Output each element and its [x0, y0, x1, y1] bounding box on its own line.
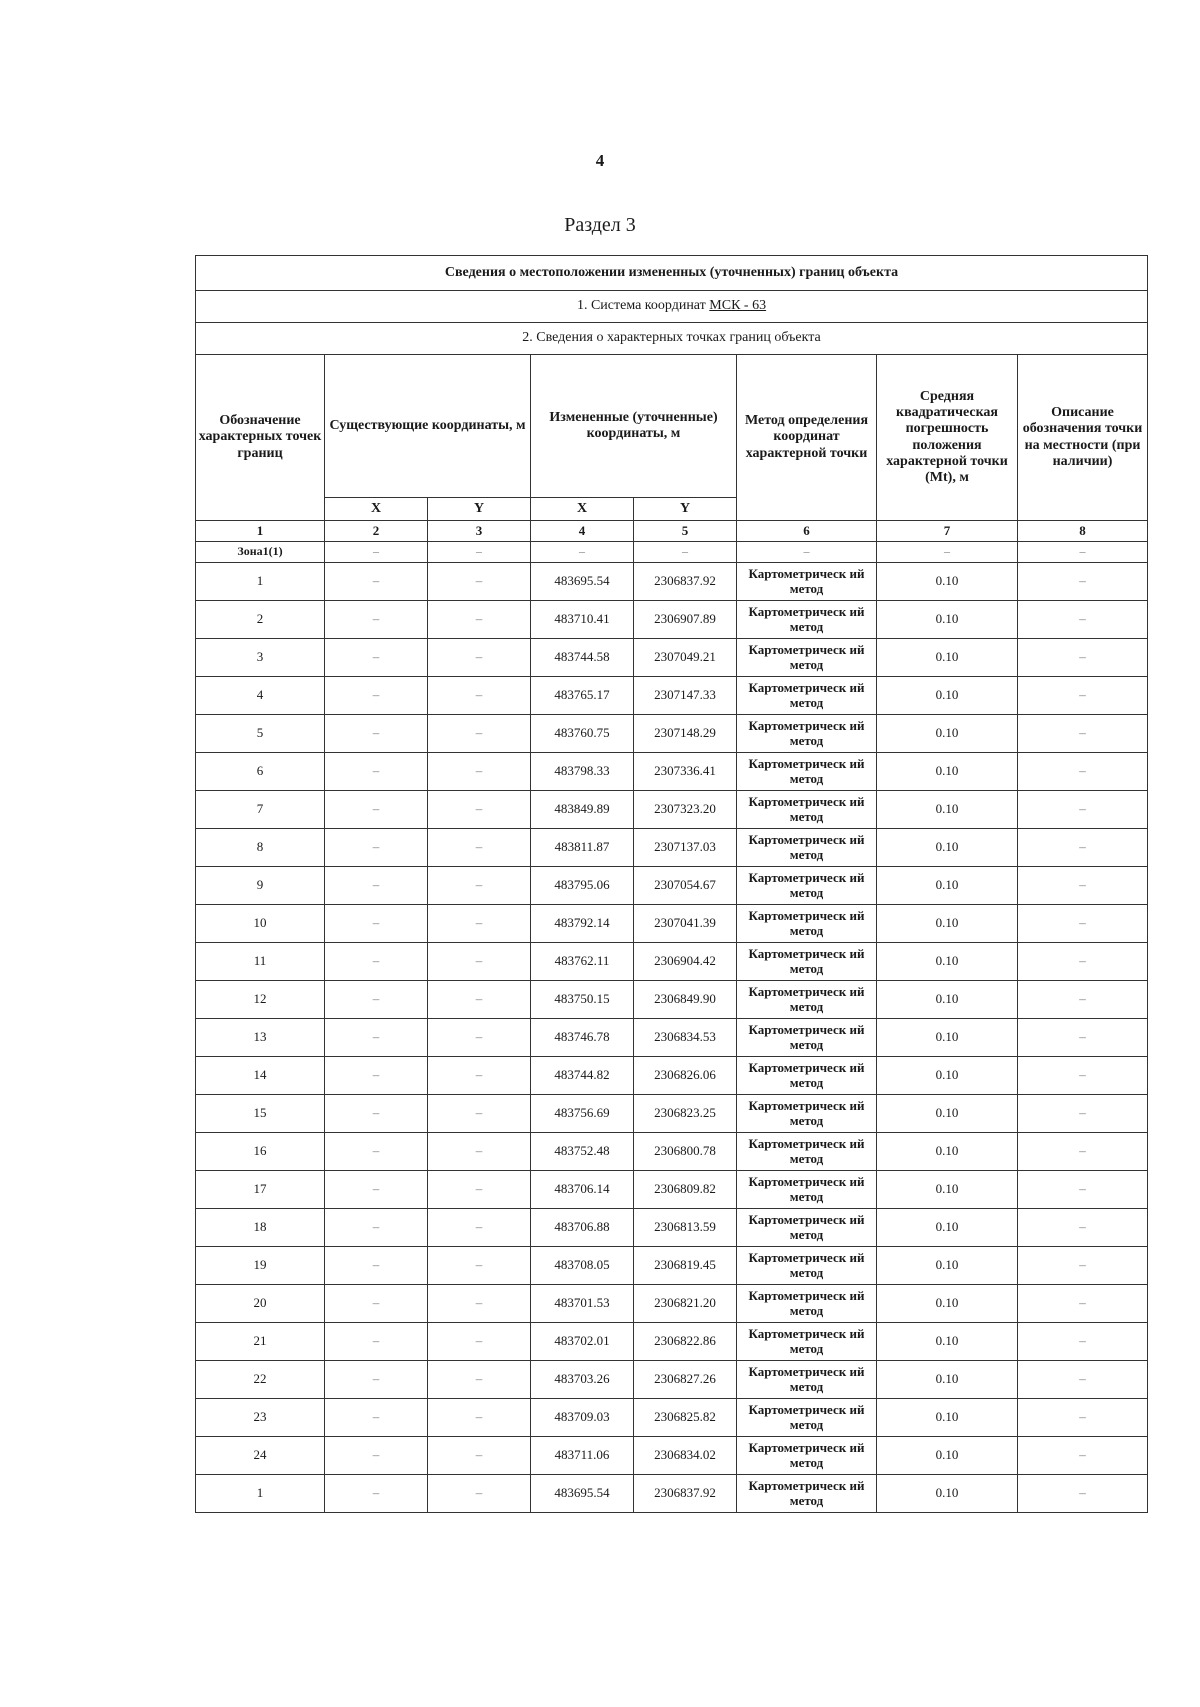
point-number-cell: 19	[196, 1247, 325, 1285]
section-title: Раздел 3	[564, 214, 636, 236]
existing-x-cell: –	[325, 1095, 428, 1133]
method-cell: Картометрическ ий метод	[737, 1285, 877, 1323]
method-cell: Картометрическ ий метод	[737, 1171, 877, 1209]
table-row	[196, 563, 1148, 601]
method-cell: Картометрическ ий метод	[737, 1057, 877, 1095]
method-cell: Картометрическ ий метод	[737, 1399, 877, 1437]
existing-y-cell: –	[428, 1133, 531, 1171]
zone-dash: –	[428, 542, 531, 563]
changed-x-cell: 483849.89	[531, 791, 634, 829]
changed-x-cell: 483710.41	[531, 601, 634, 639]
point-number-cell: 1	[196, 563, 325, 601]
point-number-cell: 6	[196, 753, 325, 791]
method-cell: Картометрическ ий метод	[737, 1361, 877, 1399]
error-cell: 0.10	[877, 981, 1018, 1019]
column-index: 6	[737, 521, 877, 542]
error-cell: 0.10	[877, 943, 1018, 981]
description-cell: –	[1018, 715, 1148, 753]
point-number-cell: 16	[196, 1133, 325, 1171]
column-index: 7	[877, 521, 1018, 542]
error-cell: 0.10	[877, 601, 1018, 639]
table-row	[196, 639, 1148, 677]
description-cell: –	[1018, 867, 1148, 905]
existing-x-cell: –	[325, 1285, 428, 1323]
point-number-cell: 7	[196, 791, 325, 829]
method-cell: Картометрическ ий метод	[737, 943, 877, 981]
table-row	[196, 677, 1148, 715]
error-cell: 0.10	[877, 639, 1018, 677]
changed-x-cell: 483795.06	[531, 867, 634, 905]
table-row	[196, 753, 1148, 791]
method-cell: Картометрическ ий метод	[737, 1095, 877, 1133]
table-row	[196, 1019, 1148, 1057]
error-cell: 0.10	[877, 1247, 1018, 1285]
changed-y-cell: 2306907.89	[634, 601, 737, 639]
table-row	[196, 905, 1148, 943]
header-existing-y: Y	[428, 498, 531, 521]
description-cell: –	[1018, 981, 1148, 1019]
coordinate-system-row	[196, 291, 1148, 323]
existing-x-cell: –	[325, 639, 428, 677]
existing-x-cell: –	[325, 1171, 428, 1209]
existing-y-cell: –	[428, 601, 531, 639]
method-cell: Картометрическ ий метод	[737, 1475, 877, 1513]
changed-x-cell: 483811.87	[531, 829, 634, 867]
description-cell: –	[1018, 1399, 1148, 1437]
changed-y-cell: 2306827.26	[634, 1361, 737, 1399]
existing-x-cell: –	[325, 791, 428, 829]
existing-y-cell: –	[428, 1399, 531, 1437]
changed-x-cell: 483798.33	[531, 753, 634, 791]
error-cell: 0.10	[877, 1171, 1018, 1209]
existing-y-cell: –	[428, 715, 531, 753]
method-cell: Картометрическ ий метод	[737, 639, 877, 677]
error-cell: 0.10	[877, 1209, 1018, 1247]
changed-y-cell: 2306834.53	[634, 1019, 737, 1057]
changed-x-cell: 483744.82	[531, 1057, 634, 1095]
existing-y-cell: –	[428, 639, 531, 677]
error-cell: 0.10	[877, 791, 1018, 829]
existing-x-cell: –	[325, 563, 428, 601]
changed-x-cell: 483709.03	[531, 1399, 634, 1437]
point-number-cell: 23	[196, 1399, 325, 1437]
changed-y-cell: 2306849.90	[634, 981, 737, 1019]
error-cell: 0.10	[877, 1323, 1018, 1361]
changed-y-cell: 2307049.21	[634, 639, 737, 677]
changed-x-cell: 483744.58	[531, 639, 634, 677]
table-row	[196, 1285, 1148, 1323]
zone-dash: –	[1018, 542, 1148, 563]
description-cell: –	[1018, 1209, 1148, 1247]
changed-y-cell: 2307323.20	[634, 791, 737, 829]
method-cell: Картометрическ ий метод	[737, 867, 877, 905]
method-cell: Картометрическ ий метод	[737, 791, 877, 829]
changed-x-cell: 483765.17	[531, 677, 634, 715]
description-cell: –	[1018, 601, 1148, 639]
changed-x-cell: 483756.69	[531, 1095, 634, 1133]
description-cell: –	[1018, 677, 1148, 715]
existing-x-cell: –	[325, 1209, 428, 1247]
error-cell: 0.10	[877, 867, 1018, 905]
method-cell: Картометрическ ий метод	[737, 1323, 877, 1361]
zone-dash: –	[531, 542, 634, 563]
existing-x-cell: –	[325, 1019, 428, 1057]
method-cell: Картометрическ ий метод	[737, 829, 877, 867]
changed-x-cell: 483760.75	[531, 715, 634, 753]
point-number-cell: 17	[196, 1171, 325, 1209]
description-cell: –	[1018, 1437, 1148, 1475]
existing-y-cell: –	[428, 1361, 531, 1399]
table-row	[196, 1095, 1148, 1133]
method-cell: Картометрическ ий метод	[737, 981, 877, 1019]
point-number-cell: 20	[196, 1285, 325, 1323]
method-cell: Картометрическ ий метод	[737, 715, 877, 753]
existing-y-cell: –	[428, 829, 531, 867]
changed-x-cell: 483708.05	[531, 1247, 634, 1285]
error-cell: 0.10	[877, 1399, 1018, 1437]
header-existing-coords: Существующие координаты, м	[325, 355, 531, 498]
method-cell: Картометрическ ий метод	[737, 905, 877, 943]
description-cell: –	[1018, 1475, 1148, 1513]
existing-y-cell: –	[428, 753, 531, 791]
changed-y-cell: 2306819.45	[634, 1247, 737, 1285]
error-cell: 0.10	[877, 715, 1018, 753]
error-cell: 0.10	[877, 1437, 1018, 1475]
description-cell: –	[1018, 1171, 1148, 1209]
point-number-cell: 21	[196, 1323, 325, 1361]
existing-x-cell: –	[325, 829, 428, 867]
description-cell: –	[1018, 1133, 1148, 1171]
changed-y-cell: 2307148.29	[634, 715, 737, 753]
existing-x-cell: –	[325, 1361, 428, 1399]
error-cell: 0.10	[877, 1095, 1018, 1133]
changed-y-cell: 2306825.82	[634, 1399, 737, 1437]
column-index: 4	[531, 521, 634, 542]
existing-y-cell: –	[428, 1057, 531, 1095]
point-number-cell: 8	[196, 829, 325, 867]
header-changed-coords: Измененные (уточненные) координаты, м	[531, 355, 737, 498]
column-index: 3	[428, 521, 531, 542]
description-cell: –	[1018, 563, 1148, 601]
point-number-cell: 1	[196, 1475, 325, 1513]
coordinate-system-value: МСК - 63	[709, 298, 767, 314]
header-error: Средняя квадратическая погрешность положения характерной точки (Mt), м	[877, 355, 1018, 521]
existing-y-cell: –	[428, 1247, 531, 1285]
coordinate-system-label: 1. Система координат	[576, 298, 706, 314]
existing-y-cell: –	[428, 1209, 531, 1247]
point-number-cell: 5	[196, 715, 325, 753]
error-cell: 0.10	[877, 677, 1018, 715]
existing-x-cell: –	[325, 1323, 428, 1361]
changed-y-cell: 2306821.20	[634, 1285, 737, 1323]
existing-x-cell: –	[325, 905, 428, 943]
changed-x-cell: 483746.78	[531, 1019, 634, 1057]
changed-y-cell: 2306837.92	[634, 563, 737, 601]
zone-dash: –	[634, 542, 737, 563]
existing-y-cell: –	[428, 1437, 531, 1475]
table-row	[196, 1133, 1148, 1171]
point-number-cell: 18	[196, 1209, 325, 1247]
point-number-cell: 24	[196, 1437, 325, 1475]
existing-x-cell: –	[325, 943, 428, 981]
method-cell: Картометрическ ий метод	[737, 1019, 877, 1057]
boundary-points-table	[195, 255, 1148, 1513]
existing-y-cell: –	[428, 1323, 531, 1361]
error-cell: 0.10	[877, 1057, 1018, 1095]
header-changed-y: Y	[634, 498, 737, 521]
column-index: 2	[325, 521, 428, 542]
changed-x-cell: 483752.48	[531, 1133, 634, 1171]
error-cell: 0.10	[877, 905, 1018, 943]
changed-x-cell: 483762.11	[531, 943, 634, 981]
header-description: Описание обозначения точки на местности (при наличии)	[1018, 355, 1148, 521]
existing-y-cell: –	[428, 677, 531, 715]
description-cell: –	[1018, 639, 1148, 677]
table-row	[196, 829, 1148, 867]
error-cell: 0.10	[877, 1361, 1018, 1399]
existing-x-cell: –	[325, 1057, 428, 1095]
table-row	[196, 1437, 1148, 1475]
error-cell: 0.10	[877, 563, 1018, 601]
changed-y-cell: 2306800.78	[634, 1133, 737, 1171]
description-cell: –	[1018, 1019, 1148, 1057]
point-number-cell: 15	[196, 1095, 325, 1133]
changed-y-cell: 2306813.59	[634, 1209, 737, 1247]
existing-y-cell: –	[428, 1095, 531, 1133]
changed-x-cell: 483750.15	[531, 981, 634, 1019]
existing-y-cell: –	[428, 1019, 531, 1057]
changed-y-cell: 2306834.02	[634, 1437, 737, 1475]
column-index: 1	[196, 521, 325, 542]
table-row	[196, 1247, 1148, 1285]
existing-y-cell: –	[428, 791, 531, 829]
existing-x-cell: –	[325, 1475, 428, 1513]
existing-x-cell: –	[325, 1133, 428, 1171]
table-row	[196, 1399, 1148, 1437]
existing-y-cell: –	[428, 905, 531, 943]
zone-dash: –	[737, 542, 877, 563]
point-number-cell: 3	[196, 639, 325, 677]
existing-y-cell: –	[428, 1285, 531, 1323]
description-cell: –	[1018, 1285, 1148, 1323]
method-cell: Картометрическ ий метод	[737, 1437, 877, 1475]
points-heading: 2. Сведения о характерных точках границ объекта	[196, 323, 1148, 355]
error-cell: 0.10	[877, 1475, 1018, 1513]
changed-y-cell: 2307137.03	[634, 829, 737, 867]
method-cell: Картометрическ ий метод	[737, 1247, 877, 1285]
header-method: Метод определения координат характерной точки	[737, 355, 877, 521]
header-existing-x: X	[325, 498, 428, 521]
point-number-cell: 9	[196, 867, 325, 905]
table-row	[196, 1323, 1148, 1361]
table-row	[196, 1057, 1148, 1095]
table-row	[196, 1475, 1148, 1513]
page-number: 4	[595, 151, 605, 170]
error-cell: 0.10	[877, 753, 1018, 791]
changed-y-cell: 2306826.06	[634, 1057, 737, 1095]
table-row	[196, 715, 1148, 753]
existing-x-cell: –	[325, 1437, 428, 1475]
description-cell: –	[1018, 1095, 1148, 1133]
point-number-cell: 4	[196, 677, 325, 715]
existing-y-cell: –	[428, 981, 531, 1019]
changed-x-cell: 483706.14	[531, 1171, 634, 1209]
existing-y-cell: –	[428, 1475, 531, 1513]
header-point-designation: Обозначение характерных точек границ	[196, 355, 325, 521]
method-cell: Картометрическ ий метод	[737, 753, 877, 791]
existing-x-cell: –	[325, 677, 428, 715]
method-cell: Картометрическ ий метод	[737, 601, 877, 639]
changed-x-cell: 483695.54	[531, 563, 634, 601]
zone-dash: –	[325, 542, 428, 563]
table-caption: Сведения о местоположении измененных (уточненных) границ объекта	[196, 256, 1148, 291]
description-cell: –	[1018, 1323, 1148, 1361]
changed-x-cell: 483702.01	[531, 1323, 634, 1361]
changed-x-cell: 483703.26	[531, 1361, 634, 1399]
table-row	[196, 1361, 1148, 1399]
description-cell: –	[1018, 1247, 1148, 1285]
existing-x-cell: –	[325, 981, 428, 1019]
point-number-cell: 12	[196, 981, 325, 1019]
table-row	[196, 791, 1148, 829]
existing-y-cell: –	[428, 1171, 531, 1209]
method-cell: Картометрическ ий метод	[737, 1133, 877, 1171]
method-cell: Картометрическ ий метод	[737, 677, 877, 715]
column-index: 5	[634, 521, 737, 542]
existing-x-cell: –	[325, 1247, 428, 1285]
changed-y-cell: 2307054.67	[634, 867, 737, 905]
existing-x-cell: –	[325, 1399, 428, 1437]
zone-row	[196, 542, 1148, 563]
changed-y-cell: 2306809.82	[634, 1171, 737, 1209]
table-row	[196, 981, 1148, 1019]
point-number-cell: 13	[196, 1019, 325, 1057]
description-cell: –	[1018, 753, 1148, 791]
method-cell: Картометрическ ий метод	[737, 1209, 877, 1247]
point-number-cell: 10	[196, 905, 325, 943]
existing-x-cell: –	[325, 715, 428, 753]
table-row	[196, 1171, 1148, 1209]
error-cell: 0.10	[877, 1019, 1018, 1057]
point-number-cell: 2	[196, 601, 325, 639]
existing-y-cell: –	[428, 943, 531, 981]
point-number-cell: 22	[196, 1361, 325, 1399]
table-row	[196, 943, 1148, 981]
column-index: 8	[1018, 521, 1148, 542]
changed-y-cell: 2306904.42	[634, 943, 737, 981]
zone-label: Зона1(1)	[196, 542, 325, 563]
existing-x-cell: –	[325, 867, 428, 905]
description-cell: –	[1018, 1057, 1148, 1095]
description-cell: –	[1018, 1361, 1148, 1399]
method-cell: Картометрическ ий метод	[737, 563, 877, 601]
zone-dash: –	[877, 542, 1018, 563]
changed-x-cell: 483701.53	[531, 1285, 634, 1323]
table-row	[196, 867, 1148, 905]
description-cell: –	[1018, 791, 1148, 829]
existing-x-cell: –	[325, 601, 428, 639]
error-cell: 0.10	[877, 1133, 1018, 1171]
header-changed-x: X	[531, 498, 634, 521]
changed-y-cell: 2307041.39	[634, 905, 737, 943]
description-cell: –	[1018, 943, 1148, 981]
error-cell: 0.10	[877, 829, 1018, 867]
error-cell: 0.10	[877, 1285, 1018, 1323]
changed-x-cell: 483711.06	[531, 1437, 634, 1475]
existing-y-cell: –	[428, 867, 531, 905]
existing-y-cell: –	[428, 563, 531, 601]
existing-x-cell: –	[325, 753, 428, 791]
changed-y-cell: 2306837.92	[634, 1475, 737, 1513]
changed-x-cell: 483706.88	[531, 1209, 634, 1247]
changed-x-cell: 483792.14	[531, 905, 634, 943]
table-row	[196, 601, 1148, 639]
changed-x-cell: 483695.54	[531, 1475, 634, 1513]
changed-y-cell: 2306823.25	[634, 1095, 737, 1133]
changed-y-cell: 2306822.86	[634, 1323, 737, 1361]
point-number-cell: 14	[196, 1057, 325, 1095]
point-number-cell: 11	[196, 943, 325, 981]
changed-y-cell: 2307147.33	[634, 677, 737, 715]
changed-y-cell: 2307336.41	[634, 753, 737, 791]
description-cell: –	[1018, 829, 1148, 867]
description-cell: –	[1018, 905, 1148, 943]
table-row	[196, 1209, 1148, 1247]
